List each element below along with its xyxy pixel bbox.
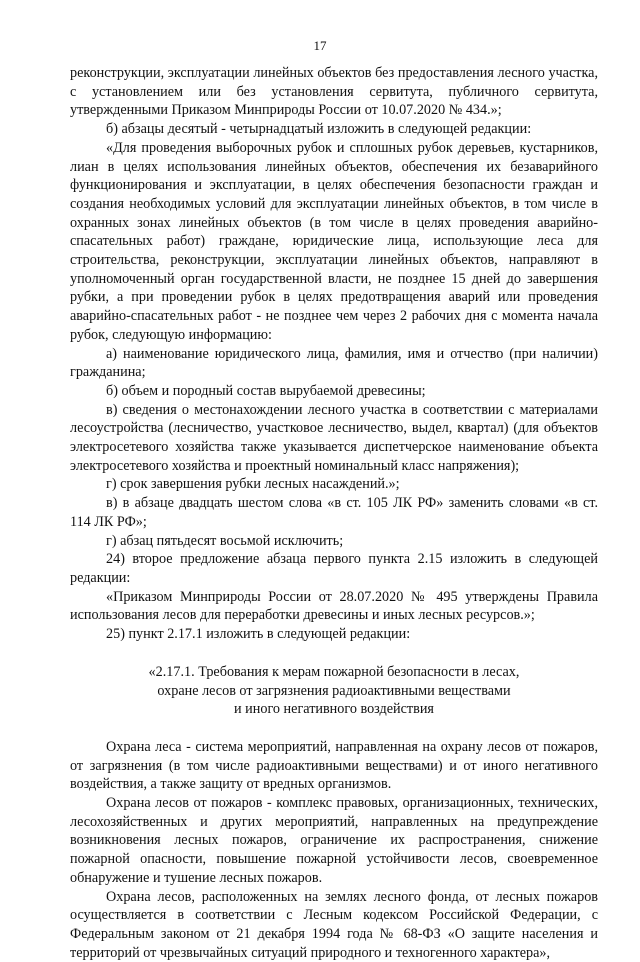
paragraph: г) абзац пятьдесят восьмой исключить; <box>106 532 344 549</box>
heading-line: «2.17.1. Требования к мерам пожарной безопасности в лесах, <box>148 663 520 680</box>
paragraph: в) в абзаце двадцать шестом слова «в ст. 105 ЛК РФ» заменить словами «в ст. 114 ЛК РФ»; <box>70 495 598 530</box>
page-number: 17 <box>313 38 327 53</box>
paragraph: «Приказом Минприроды России от 28.07.2020 № 495 утверждены Правила использования лесов для переработки древесины и иных лесных ресурсов.»; <box>70 588 598 624</box>
document-body <box>70 64 598 962</box>
paragraph: реконструкции, эксплуатации линейных объектов без предоставления лесного участка, с установлением или без установления сервитута, публичного сервитута, утвержденными Приказом Минприроды России от 10.07.2020 № 434.»; <box>70 65 598 119</box>
section-heading <box>70 663 598 719</box>
paragraph: б) объем и породный состав вырубаемой древесины; <box>106 382 426 399</box>
heading-line: и иного негативного воздействия <box>234 701 434 718</box>
heading-line: охране лесов от загрязнения радиоактивными веществами <box>157 682 511 699</box>
paragraph: «Для проведения выборочных рубок и сплошных рубок деревьев, кустарников, лиан в целях использования линейных объектов, обеспечения их безаварийного функционирования и эксплуатации, в целях обеспечения безопасности граждан и создания необходимых условий для эксплуатации линейных объектов, в том числе в охранных зонах линейных объектов (в том числе в целях проведения аварийно-спасательных работ) граждане, юридические лица, использующие леса для строительства, реконструкции, эксплуатации линейных объектов, направляют в уполномоченный орган государственной власти, не позднее 15 дней до завершения рубки, а при проведении рубок в целях предотвращения аварий или проведения аварийно-спасательных работ - не позднее чем через 2 рабочих дня с момента начала рубок, следующую информацию: <box>70 139 598 343</box>
paragraph: 24) второе предложение абзаца первого пункта 2.15 изложить в следующей редакции: <box>70 551 598 586</box>
paragraph: в) сведения о местонахождении лесного участка в соответствии с материалами лесоустройства (лесничество, участковое лесничество, выдел, квартал) (для объектов электросетевого хозяйства также указывается диспетчерское наименование объекта электросетевого хозяйства и проектный номинальный класс напряжения); <box>70 401 598 474</box>
paragraph: б) абзацы десятый - четырнадцатый изложить в следующей редакции: <box>106 121 532 138</box>
paragraph: а) наименование юридического лица, фамилия, имя и отчество (при наличии) гражданина; <box>70 345 598 381</box>
paragraph: Охрана лесов от пожаров - комплекс правовых, организационных, технических, лесохозяйственных и других мероприятий, направленных на предупреждение возникновения лесных пожаров, ограничение их распространения, снижение пожарной опасности, повышение пожарной устойчивости лесов, своевременное обнаружение и тушение лесных пожаров. <box>70 795 598 886</box>
paragraph: 25) пункт 2.17.1 изложить в следующей редакции: <box>106 626 411 643</box>
paragraph: Охрана лесов, расположенных на землях лесного фонда, от лесных пожаров осуществляется в соответствии с Лесным кодексом Российской Федерации, с Федеральным законом от 21 декабря 1994 года № 68-ФЗ «О защите населения и территорий от чрезвычайных ситуаций природного и техногенного характера», <box>70 888 598 961</box>
paragraph: г) срок завершения рубки лесных насаждений.»; <box>106 476 400 493</box>
paragraph: Охрана леса - система мероприятий, направленная на охрану лесов от пожаров, от загрязнения (в том числе радиоактивными веществами) и от иного негативного воздействия, а также защиту от вредных организмов. <box>70 738 598 793</box>
